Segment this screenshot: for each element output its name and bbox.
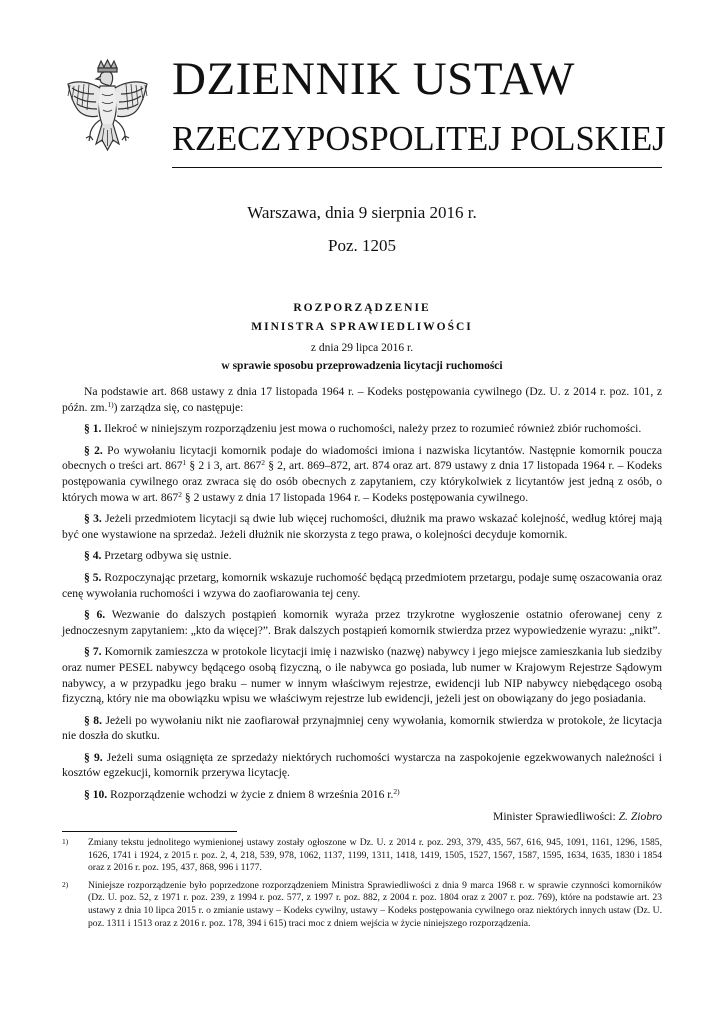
polish-eagle-emblem-icon [60, 58, 155, 158]
footnote-mark: 1) [62, 837, 69, 846]
section-label: § 7. [84, 645, 102, 659]
section-label: § 5. [84, 570, 102, 584]
section-label: § 1. [84, 422, 102, 436]
section-label: § 2. [84, 443, 103, 457]
footnote-ref-2: 2) [393, 787, 400, 797]
act-issuer: MINISTRA SPRAWIEDLIWOŚCI [251, 321, 473, 333]
section-3: § 3. Jeżeli przedmiotem licytacji są dwie lub więcej ruchomości, dłużnik ma prawo wskazać kolejność, według której mają być one wystawione na sprzedaż. Jeżeli dłużnik nie skorzysta z tego prawa, o kolejności decyduje komornik. [62, 512, 662, 541]
section-label: § 4. [84, 549, 102, 563]
footnote [62, 880, 662, 930]
place-date: Warszawa, dnia 9 sierpnia 2016 r. [247, 203, 477, 222]
footnote [62, 837, 662, 875]
act-body [62, 384, 662, 824]
header-divider [172, 167, 662, 168]
section-6: § 6. Wezwanie do dalszych postąpień komornik wyraża przez trzykrotne wygłoszenie ostatnio oferowanej ceny z jednoczesnym zapytaniem: „kto da więcej?”. Brak dalszych postąpień komornik stwierdza przez wypowiedzenie wyrazu: „nikt”. [62, 608, 662, 637]
act-type: ROZPORZĄDZENIE [293, 302, 431, 314]
journal-subtitle: RZECZYPOSPOLITEJ POLSKIEJ [172, 120, 666, 158]
section-7: § 7. Komornik zamieszcza w protokole licytacji imię i nazwisko (nazwę) nabywcy i jego miejsce zamieszkania lub siedziby oraz numer PESEL nabywcy będącego osobą fizyczną, o ile nabywca go posiada, lub numer w Krajowym Rejestrze Sądowym nabywcy, a w przypadku jego braku – numer w innym właściwym rejestrze, ewidencji lub NIP nabywcy niebędącego osobą fizyczną, który nie ma obowiązku wpisu we właściwym rejestrze lub ewidencji, jeżeli jest on obowiązany do jego posiadania. [62, 645, 662, 706]
act-subject: w sprawie sposobu przeprowadzenia licytacji ruchomości [221, 360, 503, 372]
preamble: Na podstawie art. 868 ustawy z dnia 17 listopada 1964 r. – Kodeks postępowania cywilnego (Dz. U. z 2014 r. poz. 101, z późn. zm.$^{1)}$) zarządza się, co następuje: [62, 385, 662, 414]
signatory-name: Z. Ziobro [618, 809, 662, 823]
section-1: § 1. Ilekroć w niniejszym rozporządzeniu jest mowa o ruchomości, należy przez to rozumieć również zbiór ruchomości. [84, 422, 642, 436]
section-label: § 6. [84, 608, 106, 622]
footnote-ref-1: 1) [107, 399, 114, 409]
footnote-mark: 2) [62, 879, 69, 889]
footnote-text: Zmiany tekstu jednolitego wymienionej ustawy zostały ogłoszone w Dz. U. z 2014 r. poz. 293, 379, 435, 567, 616, 945, 1091, 1161, 1296, 1585, 1626, 1741 i 1924, z 2015 r. poz. 2, 4, 218, 539, 978, 1062, 1137, 1199, 1311, 1418, 1419, 1505, 1527, 1567, 1587, 1595, 1634, 1635, 1830 i 1854 oraz z 2016 r. poz. 195, 437, 868, 996 i 1177. [88, 837, 662, 874]
footnote-text: Niniejsze rozporządzenie było poprzedzone rozporządzeniem Ministra Sprawiedliwości z dnia 9 marca 1968 r. w sprawie czynności komorników (Dz. U. poz. 52, z 1971 r. poz. 239, z 1994 r. poz. 577, z 1997 r. poz. 882, z 2004 r. poz. 1804 oraz z 2007 r. poz. 769), które na podstawie art. 23 ustawy z dnia 10 lipca 2015 r. o zmianie ustawy – Kodeks cywilny, ustawy – Kodeks postępowania cywilnego oraz niektórych innych ustaw (Dz. U. poz. 1311 i 1513 oraz z 2016 r. poz. 178, 394 i 615) traci moc z dniem wejścia w życie niniejszego rozporządzenia. [88, 879, 662, 929]
section-label: § 3. [84, 512, 102, 526]
act-date: z dnia 29 lipca 2016 r. [310, 342, 414, 354]
section-9: § 9. Jeżeli suma osiągnięta ze sprzedaży niektórych ruchomości wystarcza na zaspokojenie egzekwowanych należności i kosztów egzekucji, komornik przerywa licytację. [62, 750, 663, 780]
footnote-divider [62, 831, 237, 832]
journal-title: DZIENNIK USTAW [172, 53, 575, 105]
section-label: § 9. [84, 750, 103, 764]
coat-of-arms [60, 58, 155, 158]
section-8: § 8. Jeżeli po wywołaniu nikt nie zaofiarował przynajmniej ceny wywołania, komornik stwierdza w protokole, że licytacja nie doszła do skutku. [62, 713, 663, 743]
section-5: § 5. Rozpoczynając przetarg, komornik wskazuje ruchomość będącą przedmiotem przetargu, podaje sumę oszacowania oraz cenę wywołania ruchomości i wzywa do zaofiarowania tej ceny. [62, 570, 662, 600]
section-label: § 10. [84, 788, 108, 802]
section-4: § 4. Przetarg odbywa się ustnie. [84, 549, 232, 563]
section-10: § 10. Rozporządzenie wchodzi w życie z dniem 8 września 2016 r.$^{2)}$ [84, 787, 400, 802]
section-2: § 2. Po wywołaniu licytacji komornik podaje do wiadomości imiona i nazwiska licytantów. Następnie komornik poucza obecnych o treści art. $867^1$ § 2 i 3, art. $867^2$ § 2, art. 869–872, art. 874 oraz art. 879 ustawy z dnia 17 listopada 1964 r. – Kodeks postępowania cywilnego oraz zwraca się do osób obecnych z zapytaniem, czy którykolwiek z licytantów jest jedną z osób, o których mowa w art. $867^2$ § 2 ustawy z dnia 17 listopada 1964 r. – Kodeks postępowania cywilnego. [62, 443, 663, 504]
position-number: Poz. 1205 [328, 236, 396, 255]
section-label: § 8. [84, 713, 102, 727]
footnotes [62, 837, 662, 935]
signature: Minister Sprawiedliwości: Z. Ziobro [493, 809, 662, 823]
